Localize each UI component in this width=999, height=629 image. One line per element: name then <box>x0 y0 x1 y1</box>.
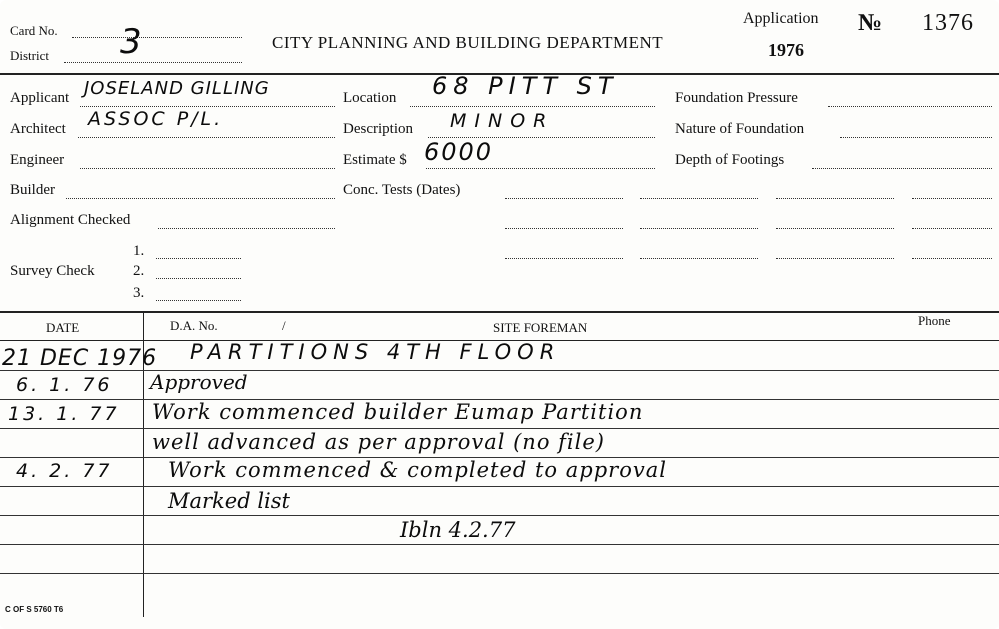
log-rule <box>0 486 999 487</box>
log-text: Work commenced builder Eumap Partition <box>152 400 644 424</box>
survey-label: Survey Check <box>10 263 95 279</box>
da-header: D.A. No. <box>170 318 218 333</box>
architect-label: Architect <box>10 121 66 137</box>
foundation-pressure-line <box>828 106 992 107</box>
number-symbol: № <box>858 10 883 36</box>
location-label: Location <box>343 90 397 106</box>
conc-test-line <box>640 198 758 199</box>
alignment-label: Alignment Checked <box>10 212 131 228</box>
location-value: 68 PITT ST <box>432 72 619 100</box>
conc-test-line <box>505 198 623 199</box>
log-rule <box>0 515 999 516</box>
alignment-line <box>158 228 335 229</box>
depth-line <box>812 168 992 169</box>
conc-test-line <box>776 258 894 259</box>
card-no-label: Card No. <box>10 23 58 38</box>
district-value: 3 <box>120 22 142 62</box>
conc-test-line <box>912 228 992 229</box>
conc-test-line <box>912 258 992 259</box>
estimate-label: Estimate $ <box>343 152 407 168</box>
log-rule <box>0 428 999 429</box>
da-slash: / <box>282 318 286 333</box>
log-text: Work commenced & completed to approval <box>168 458 667 482</box>
conc-test-line <box>505 228 623 229</box>
survey-number-2: 2. <box>133 263 145 279</box>
description-label: Description <box>343 121 413 137</box>
signature: Ibln 4.2.77 <box>400 518 516 542</box>
log-text: Marked list <box>168 489 290 513</box>
log-text: PARTITIONS 4TH FLOOR <box>190 340 561 364</box>
conc-test-line <box>776 228 894 229</box>
engineer-line <box>80 168 335 169</box>
nature-label: Nature of Foundation <box>675 121 805 137</box>
district-line <box>64 62 242 63</box>
estimate-line <box>426 168 655 169</box>
application-label: Application <box>743 10 819 27</box>
nature-line <box>840 137 992 138</box>
log-text: well advanced as per approval (no file) <box>152 430 605 454</box>
form-code: C OF S 5760 T6 <box>5 605 64 614</box>
conc-tests-label: Conc. Tests (Dates) <box>343 182 461 198</box>
engineer-label: Engineer <box>10 152 65 168</box>
conc-test-line <box>640 258 758 259</box>
log-date: 21 DEC 1976 <box>2 346 158 371</box>
applicant-label: Applicant <box>10 90 70 106</box>
builder-label: Builder <box>10 182 55 198</box>
survey-line-2 <box>156 278 241 279</box>
applicant-line <box>80 106 335 107</box>
description-value: MINOR <box>450 110 555 132</box>
log-rule <box>0 544 999 545</box>
estimate-value: 6000 <box>424 138 494 166</box>
survey-number-1: 1. <box>133 243 145 259</box>
card-no-line <box>72 37 242 38</box>
application-year: 1976 <box>768 40 804 60</box>
foundation-pressure-label: Foundation Pressure <box>675 90 798 106</box>
conc-test-line <box>505 258 623 259</box>
log-date: 6. 1. 76 <box>16 374 113 396</box>
architect-value: ASSOC P/L. <box>88 108 224 130</box>
foreman-header: SITE FOREMAN <box>493 320 588 335</box>
log-top-border <box>0 311 999 313</box>
log-text: Approved <box>150 370 248 394</box>
depth-label: Depth of Footings <box>675 152 785 168</box>
survey-line-3 <box>156 300 241 301</box>
builder-line <box>66 198 335 199</box>
survey-number-3: 3. <box>133 285 145 301</box>
conc-test-line <box>912 198 992 199</box>
survey-line-1 <box>156 258 241 259</box>
architect-line <box>78 137 335 138</box>
conc-test-line <box>640 228 758 229</box>
phone-header: Phone <box>918 313 951 328</box>
log-date: 13. 1. 77 <box>8 403 120 425</box>
applicant-value: JOSELAND GILLING <box>84 78 270 99</box>
date-header: DATE <box>46 320 80 335</box>
log-rule <box>0 573 999 574</box>
log-date: 4. 2. 77 <box>16 460 113 482</box>
district-label: District <box>10 48 49 63</box>
conc-test-line <box>776 198 894 199</box>
application-number: 1376 <box>922 10 974 36</box>
location-line <box>410 106 655 107</box>
department-title: CITY PLANNING AND BUILDING DEPARTMENT <box>272 33 664 52</box>
